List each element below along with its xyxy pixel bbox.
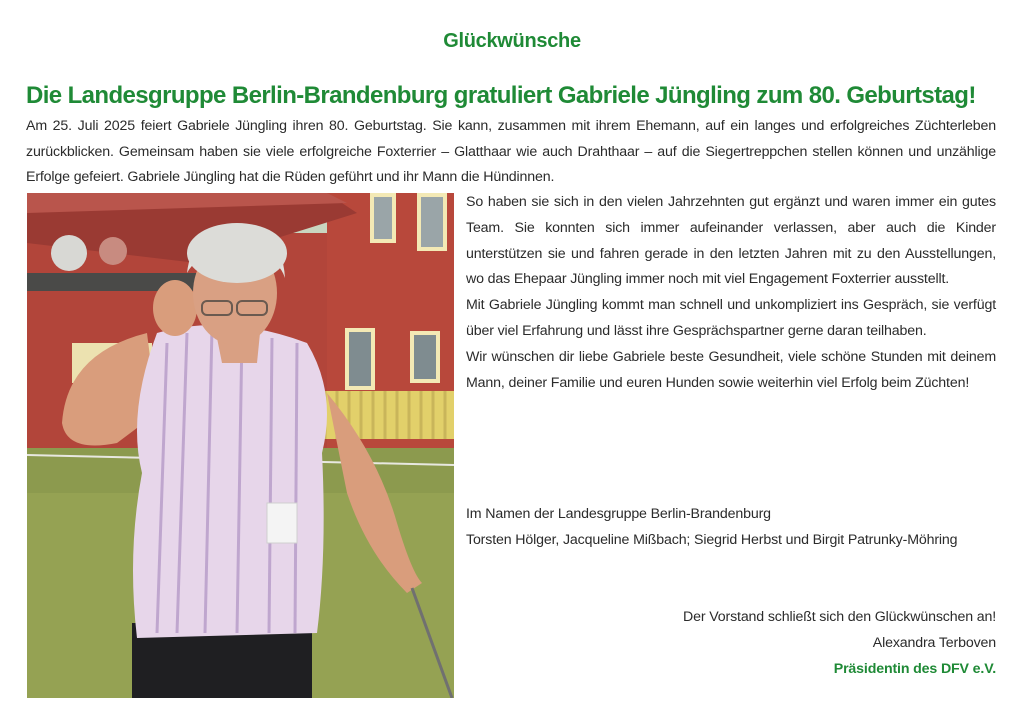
section-title: Glückwünsche: [443, 30, 581, 52]
portrait-photo: [27, 193, 454, 698]
closing-name: Alexandra Terboven: [872, 635, 996, 651]
signature-line: Im Namen der Landesgruppe Berlin-Brandenburg: [466, 506, 771, 522]
body-text: [466, 190, 996, 396]
intro-paragraph: Am 25. Juli 2025 feiert Gabriele Jüngling ihren 80. Geburtstag. Sie kann, zusammen mit ihrem Ehemann, auf ein langes und erfolgreiches Züchterleben zurückblicken. Gemeinsam haben sie viele erfolgreiche Foxterrier – Glatthaar wie auch Drahthaar – auf die Siegertreppchen stellen können und unzählige Erfolge gefeiert. Gabriele Jüngling hat die Rüden geführt und ihr Mann die Hündinnen.: [26, 118, 996, 185]
signature-names: Torsten Hölger, Jacqueline Mißbach; Siegrid Herbst und Birgit Patrunky-Möhring: [466, 531, 958, 548]
closing-role: Präsidentin des DFV e.V.: [833, 661, 996, 677]
paragraph: Wir wünschen dir liebe Gabriele beste Gesundheit, viele schöne Stunden mit deinem Mann, deiner Familie und euren Hunden sowie weiterhin viel Erfolg beim Züchten!: [466, 348, 996, 391]
paragraph: Mit Gabriele Jüngling kommt man schnell und unkompliziert ins Gespräch, sie verfügt über viel Erfahrung und lässt ihre Gesprächspartner gerne daran teilhaben.: [466, 297, 996, 339]
signature-block: [466, 502, 1006, 554]
paragraph: So haben sie sich in den vielen Jahrzehnten gut ergänzt und waren immer ein gutes Team. Sie konnten sich immer aufeinander verlassen, aber auch die Kinder unterstützen sie und fahren gerade in den letzten Jahren mit zu den Ausstellungen, wo das Ehepaar Jüngling immer noch mit viel Engagement Foxterrier ausstellt.: [466, 194, 996, 288]
headline: Die Landesgruppe Berlin-Brandenburg gratuliert Gabriele Jüngling zum 80. Geburtstag!: [26, 82, 976, 109]
closing-line: Der Vorstand schließt sich den Glückwünschen an!: [683, 609, 996, 625]
closing-block: [496, 604, 996, 682]
